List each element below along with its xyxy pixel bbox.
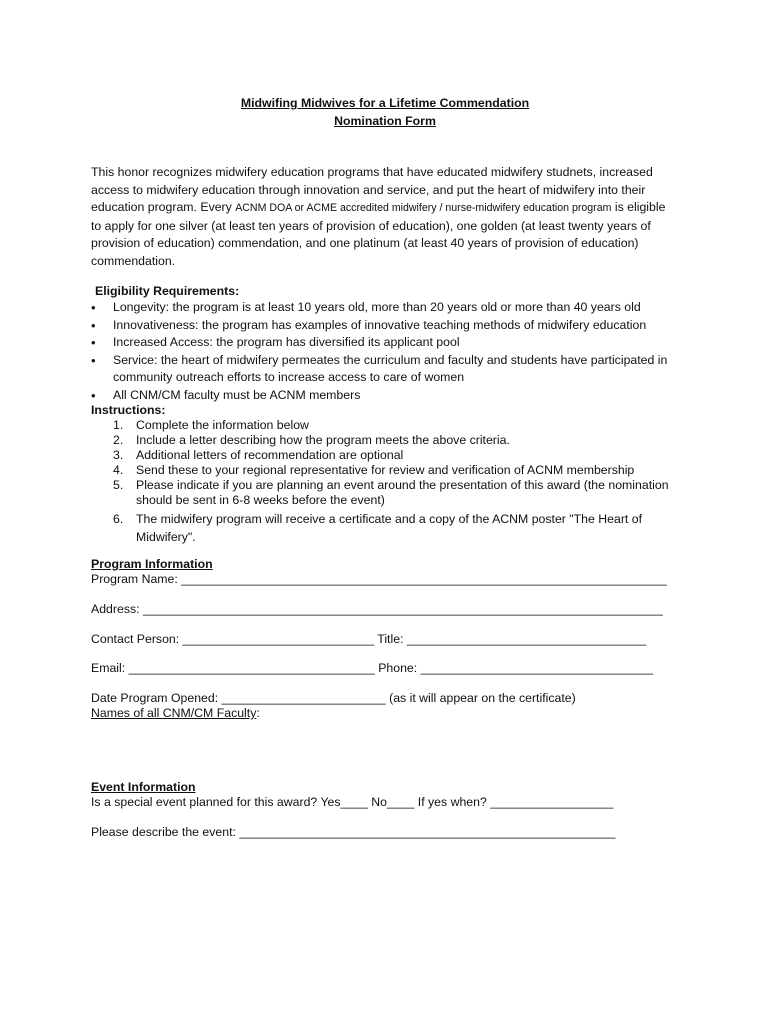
faculty-names-label xyxy=(91,705,260,721)
faculty-label-colon: : xyxy=(256,706,260,720)
program-info-heading: Program Information xyxy=(91,557,213,571)
intro-text-accreditation: ACNM DOA or ACME accredited midwifery / nurse-midwifery education program xyxy=(235,202,612,215)
intro-text-2: is eligible to apply for one silver (at least ten years of provision of education), one golden (at least twenty years of provision of education) commendation, and one platinum (at least 40 years of provision of education) commendation. xyxy=(91,200,666,268)
document-subtitle: Nomination Form xyxy=(334,114,436,128)
instruction-text: The midwifery program will receive a certificate and a copy of the ACNM poster "The Heart of Midwifery". xyxy=(136,512,643,544)
eligibility-heading: Eligibility Requirements: xyxy=(95,284,240,298)
instruction-number: 1. xyxy=(113,418,124,432)
instruction-item xyxy=(113,463,673,478)
instruction-number: 2. xyxy=(113,433,124,447)
program-name-field[interactable]: Program Name: _______________________________________________________________________ xyxy=(91,572,667,586)
instructions-list xyxy=(113,418,673,546)
email-phone-field[interactable]: Email: ____________________________________ Phone: __________________________________ xyxy=(91,661,654,675)
instruction-number: 3. xyxy=(113,448,124,462)
instruction-number: 5. xyxy=(113,478,124,492)
eligibility-list xyxy=(91,299,681,404)
instruction-text: Complete the information below xyxy=(136,418,309,432)
instruction-item xyxy=(113,478,673,508)
instruction-number: 4. xyxy=(113,463,124,477)
instruction-text: Additional letters of recommendation are optional xyxy=(136,448,404,462)
instruction-item xyxy=(113,433,673,448)
instruction-item xyxy=(113,418,673,433)
instruction-number: 6. xyxy=(113,512,124,526)
address-field[interactable]: Address: ____________________________________________________________________________ xyxy=(91,602,663,616)
contact-title-field[interactable]: Contact Person: ____________________________ Title: ___________________________________ xyxy=(91,632,647,646)
instructions-heading: Instructions: xyxy=(91,403,166,417)
event-info-heading: Event Information xyxy=(91,780,196,794)
eligibility-item: • Service: the heart of midwifery permeates the curriculum and faculty and students have participated in community outreach efforts to increase access to care of women xyxy=(91,352,681,387)
document-title: Midwifing Midwives for a Lifetime Commendation xyxy=(240,96,530,110)
instruction-text: Include a letter describing how the program meets the above criteria. xyxy=(136,433,510,447)
date-opened-field[interactable]: Date Program Opened: ________________________ (as it will appear on the certificate) xyxy=(91,691,576,705)
instruction-text: Send these to your regional representative for review and verification of ACNM membership xyxy=(136,463,635,477)
instruction-item xyxy=(113,448,673,463)
describe-event-field[interactable]: Please describe the event: _______________________________________________________ xyxy=(91,825,616,839)
faculty-label-text: Names of all CNM/CM Faculty xyxy=(91,706,257,720)
intro-text-1: This honor recognizes midwifery education programs that have educated midwifery studnets, increased access to midwifery education through innovation and service, and put the heart of midwifery into their education program. Every xyxy=(91,165,653,215)
eligibility-item: • Innovativeness: the program has examples of innovative teaching methods of midwifery education xyxy=(91,317,681,335)
special-event-field[interactable]: Is a special event planned for this award? Yes____ No____ If yes when? __________________ xyxy=(91,795,614,809)
eligibility-item: • Longevity: the program is at least 10 years old, more than 20 years old or more than 40 years old xyxy=(91,299,681,317)
eligibility-item: • Increased Access: the program has diversified its applicant pool xyxy=(91,334,681,352)
eligibility-item: • All CNM/CM faculty must be ACNM members xyxy=(91,387,681,405)
intro-paragraph xyxy=(91,164,676,271)
instruction-text: Please indicate if you are planning an event around the presentation of this award (the nomination should be sent in 6-8 weeks before the event) xyxy=(136,478,669,507)
instruction-item xyxy=(113,510,673,546)
